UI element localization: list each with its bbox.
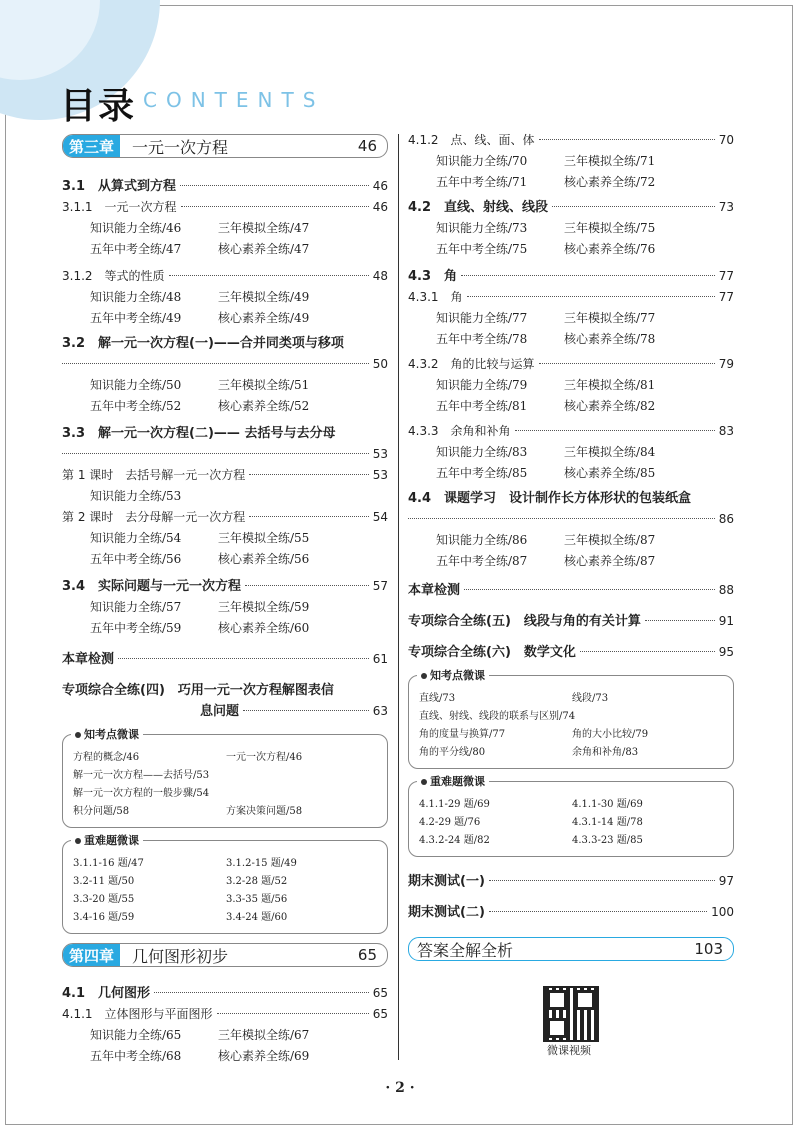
video-link[interactable]: 3.1.2-15 题/49 xyxy=(226,858,297,869)
practice-item[interactable]: 三年模拟全练/67 xyxy=(218,1028,310,1042)
box-title: 重难题微课 xyxy=(417,773,489,791)
practice-list xyxy=(408,530,734,572)
practice-item[interactable]: 三年模拟全练/75 xyxy=(564,221,656,235)
entry-label: 4.3.1 角 xyxy=(408,290,463,304)
video-link[interactable]: 4.2-29 题/76 xyxy=(419,817,481,828)
entry-label: 4.4 课题学习 设计制作长方体形状的包装纸盒 xyxy=(408,491,692,506)
video-link[interactable]: 3.4-16 题/59 xyxy=(73,912,135,923)
chapter-header[interactable] xyxy=(62,134,388,158)
video-link[interactable]: 积分问题/58 xyxy=(73,806,130,817)
practice-list xyxy=(62,218,388,260)
entry-label: 息问题 xyxy=(200,704,240,719)
practice-list xyxy=(408,442,734,484)
entry-label: 3.1 从算式到方程 xyxy=(62,179,177,194)
entry-page: 70 xyxy=(718,133,734,147)
entry-label: 期末测试(一) xyxy=(408,874,485,889)
entry-label: 第 2 课时 去分母解一元一次方程 xyxy=(62,510,246,524)
practice-item[interactable]: 核心素养全练/85 xyxy=(564,466,656,480)
practice-list xyxy=(408,375,734,417)
video-link[interactable]: 角的平分线/80 xyxy=(419,747,486,758)
toc-entry-cont xyxy=(62,444,388,465)
entry-label: 本章检测 xyxy=(408,583,461,598)
entry-page: 46 xyxy=(372,200,388,214)
video-link[interactable]: 3.2-28 题/52 xyxy=(226,876,288,887)
entry-page: 54 xyxy=(372,510,388,524)
practice-item[interactable]: 五年中考全练/52 xyxy=(90,399,182,413)
chapter-title: 一元一次方程 xyxy=(132,137,229,157)
chapter-tag: 第四章 xyxy=(63,944,120,966)
toc-entry-cont xyxy=(62,701,388,722)
toc-entry[interactable] xyxy=(408,197,734,218)
practice-item[interactable]: 三年模拟全练/49 xyxy=(218,290,310,304)
entry-label: 期末测试(二) xyxy=(408,905,485,920)
entry-page: 57 xyxy=(372,579,388,593)
qr-label: 微课视频 xyxy=(547,1044,591,1057)
toc-entry[interactable] xyxy=(62,680,388,701)
entry-page: 65 xyxy=(372,986,388,1000)
toc-entry[interactable] xyxy=(62,333,388,354)
entry-label: 4.1.1 立体图形与平面图形 xyxy=(62,1007,213,1021)
practice-list xyxy=(408,308,734,350)
practice-list xyxy=(62,1025,388,1067)
practice-item[interactable]: 五年中考全练/71 xyxy=(436,175,528,189)
toc-entry[interactable] xyxy=(62,465,388,486)
page-number: · 2 · xyxy=(385,1080,415,1096)
toc-entry[interactable] xyxy=(62,197,388,218)
box-title: 重难题微课 xyxy=(71,832,143,850)
chapter-title: 几何图形初步 xyxy=(132,946,229,966)
toc-entry[interactable] xyxy=(62,176,388,197)
answers-page: 103 xyxy=(694,940,723,958)
entry-label: 4.3 角 xyxy=(408,269,458,284)
entry-page: 91 xyxy=(718,614,734,628)
practice-item[interactable]: 知识能力全练/57 xyxy=(90,600,182,614)
practice-item[interactable]: 知识能力全练/83 xyxy=(436,445,528,459)
practice-item[interactable]: 知识能力全练/79 xyxy=(436,378,528,392)
video-link[interactable]: 3.1.1-16 题/47 xyxy=(73,858,144,869)
video-link[interactable]: 线段/73 xyxy=(572,693,609,704)
toc-entry[interactable] xyxy=(408,611,734,632)
video-link[interactable]: 直线/73 xyxy=(419,693,456,704)
toc-entry[interactable] xyxy=(408,354,734,375)
entry-page: 65 xyxy=(372,1007,388,1021)
toc-entry[interactable] xyxy=(408,871,734,892)
entry-label: 3.1.1 一元一次方程 xyxy=(62,200,177,214)
practice-item[interactable]: 三年模拟全练/87 xyxy=(564,533,656,547)
practice-item[interactable]: 知识能力全练/50 xyxy=(90,378,182,392)
video-link[interactable]: 4.3.1-14 题/78 xyxy=(572,817,643,828)
practice-item[interactable]: 三年模拟全练/81 xyxy=(564,378,656,392)
practice-list xyxy=(408,151,734,193)
practice-list xyxy=(408,218,734,260)
toc-entry[interactable] xyxy=(408,287,734,308)
video-link[interactable]: 4.3.3-23 题/85 xyxy=(572,835,643,846)
video-link[interactable]: 方程的概念/46 xyxy=(73,752,140,763)
video-link[interactable]: 余角和补角/83 xyxy=(572,747,639,758)
entry-label: 专项综合全练(四) 巧用一元一次方程解图表信 xyxy=(62,683,334,698)
entry-label: 4.2 直线、射线、线段 xyxy=(408,200,549,215)
entry-page: 53 xyxy=(372,468,388,482)
entry-page: 97 xyxy=(718,874,734,888)
practice-item[interactable]: 三年模拟全练/47 xyxy=(218,221,310,235)
toc-entry[interactable] xyxy=(62,266,388,287)
hard-problem-video-box xyxy=(62,834,388,934)
video-link[interactable]: 角的大小比较/79 xyxy=(572,729,649,740)
video-link[interactable]: 直线、射线、线段的联系与区别/74 xyxy=(419,711,576,722)
page-title: 目录 xyxy=(60,86,137,127)
practice-item[interactable]: 核心素养全练/82 xyxy=(564,399,656,413)
toc-entry[interactable] xyxy=(408,902,734,923)
knowledge-video-box xyxy=(408,669,734,769)
knowledge-video-box xyxy=(62,728,388,828)
practice-item[interactable]: 五年中考全练/78 xyxy=(436,332,528,346)
practice-item[interactable]: 核心素养全练/52 xyxy=(218,399,310,413)
chapter-header[interactable] xyxy=(62,943,388,967)
practice-item[interactable]: 核心素养全练/72 xyxy=(564,175,656,189)
chapter-tag: 第三章 xyxy=(63,135,120,157)
left-column-ch4 xyxy=(62,943,388,1067)
practice-item[interactable]: 五年中考全练/56 xyxy=(90,552,182,566)
video-link[interactable]: 一元一次方程/46 xyxy=(226,752,303,763)
practice-item[interactable]: 知识能力全练/70 xyxy=(436,154,528,168)
entry-label: 3.2 解一元一次方程(一)——合并同类项与移项 xyxy=(62,336,344,351)
right-column xyxy=(408,130,734,961)
entry-label: 4.3.2 角的比较与运算 xyxy=(408,357,535,371)
practice-item[interactable]: 五年中考全练/59 xyxy=(90,621,182,635)
video-link[interactable]: 4.1.1-29 题/69 xyxy=(419,799,490,810)
practice-item[interactable]: 三年模拟全练/84 xyxy=(564,445,656,459)
video-link[interactable]: 3.3-35 题/56 xyxy=(226,894,288,905)
entry-page: 83 xyxy=(718,424,734,438)
practice-item[interactable]: 知识能力全练/46 xyxy=(90,221,182,235)
practice-item[interactable]: 五年中考全练/47 xyxy=(90,242,182,256)
video-link[interactable]: 解一元一次方程的一般步骤/54 xyxy=(73,788,210,799)
page-title-en: CONTENTS xyxy=(143,88,325,112)
practice-item[interactable]: 知识能力全练/73 xyxy=(436,221,528,235)
entry-page: 77 xyxy=(718,269,734,283)
practice-item[interactable]: 知识能力全练/86 xyxy=(436,533,528,547)
toc-entry[interactable] xyxy=(408,580,734,601)
video-link[interactable]: 解一元一次方程——去括号/53 xyxy=(73,770,210,781)
entry-page: 88 xyxy=(718,583,734,597)
entry-label: 3.3 解一元一次方程(二)—— 去括号与去分母 xyxy=(62,426,336,441)
video-link[interactable]: 3.4-24 题/60 xyxy=(226,912,288,923)
entry-page: 86 xyxy=(718,512,734,526)
entry-page: 77 xyxy=(718,290,734,304)
practice-item[interactable]: 核心素养全练/78 xyxy=(564,332,656,346)
toc-entry[interactable] xyxy=(62,576,388,597)
practice-item[interactable]: 三年模拟全练/59 xyxy=(218,600,310,614)
toc-entry[interactable] xyxy=(408,488,734,509)
practice-item[interactable]: 知识能力全练/54 xyxy=(90,531,182,545)
practice-item[interactable]: 三年模拟全练/55 xyxy=(218,531,310,545)
entry-page: 95 xyxy=(718,645,734,659)
practice-list xyxy=(62,375,388,417)
video-link[interactable]: 3.2-11 题/50 xyxy=(73,876,135,887)
entry-label: 4.1.2 点、线、面、体 xyxy=(408,133,535,147)
box-title: 知考点微课 xyxy=(417,667,489,685)
toc-entry[interactable] xyxy=(62,507,388,528)
entry-label: 3.1.2 等式的性质 xyxy=(62,269,165,283)
practice-item[interactable]: 核心素养全练/47 xyxy=(218,242,310,256)
entry-label: 4.1 几何图形 xyxy=(62,986,151,1001)
entry-page: 53 xyxy=(372,447,388,461)
practice-item[interactable]: 知识能力全练/48 xyxy=(90,290,182,304)
practice-item[interactable]: 知识能力全练/77 xyxy=(436,311,528,325)
practice-item[interactable]: 三年模拟全练/77 xyxy=(564,311,656,325)
entry-page: 48 xyxy=(372,269,388,283)
entry-page: 63 xyxy=(372,704,388,718)
practice-item[interactable]: 核心素养全练/49 xyxy=(218,311,310,325)
hard-problem-video-box xyxy=(408,775,734,857)
practice-item[interactable]: 五年中考全练/68 xyxy=(90,1049,182,1063)
answers-title: 答案全解全析 xyxy=(417,940,514,960)
toc-entry[interactable] xyxy=(408,642,734,663)
practice-item[interactable]: 核心素养全练/87 xyxy=(564,554,656,568)
toc-entry[interactable] xyxy=(62,649,388,670)
video-link[interactable]: 4.3.2-24 题/82 xyxy=(419,835,490,846)
entry-label: 4.3.3 余角和补角 xyxy=(408,424,511,438)
practice-item[interactable]: 知识能力全练/53 xyxy=(90,489,182,503)
practice-item[interactable]: 五年中考全练/87 xyxy=(436,554,528,568)
practice-item[interactable]: 五年中考全练/75 xyxy=(436,242,528,256)
entry-label: 本章检测 xyxy=(62,652,115,667)
entry-label: 3.4 实际问题与一元一次方程 xyxy=(62,579,242,594)
entry-label: 专项综合全练(六) 数学文化 xyxy=(408,645,576,660)
toc-entry[interactable] xyxy=(408,421,734,442)
column-divider xyxy=(398,134,399,1060)
toc-entry[interactable] xyxy=(62,423,388,444)
video-link[interactable]: 4.1.1-30 题/69 xyxy=(572,799,643,810)
entry-page: 73 xyxy=(718,200,734,214)
toc-entry[interactable] xyxy=(62,983,388,1004)
practice-list xyxy=(62,528,388,570)
box-title: 知考点微课 xyxy=(71,726,143,744)
chapter-page: 46 xyxy=(357,137,377,155)
video-link[interactable]: 角的度量与换算/77 xyxy=(419,729,506,740)
toc-entry-cont xyxy=(408,509,734,530)
practice-item[interactable]: 三年模拟全练/71 xyxy=(564,154,656,168)
entry-page: 61 xyxy=(372,652,388,666)
toc-entry-cont xyxy=(62,354,388,375)
practice-item[interactable]: 核心素养全练/60 xyxy=(218,621,310,635)
entry-label: 专项综合全练(五) 线段与角的有关计算 xyxy=(408,614,641,629)
practice-item[interactable]: 核心素养全练/76 xyxy=(564,242,656,256)
entry-page: 100 xyxy=(711,905,734,919)
entry-label: 第 1 课时 去括号解一元一次方程 xyxy=(62,468,246,482)
entry-page: 46 xyxy=(372,179,388,193)
practice-item[interactable]: 核心素养全练/56 xyxy=(218,552,310,566)
practice-item[interactable]: 五年中考全练/85 xyxy=(436,466,528,480)
video-link[interactable]: 方案决策问题/58 xyxy=(226,806,303,817)
practice-item[interactable]: 三年模拟全练/51 xyxy=(218,378,310,392)
left-column xyxy=(62,134,388,934)
toc-entry[interactable] xyxy=(62,1004,388,1025)
practice-list xyxy=(62,597,388,639)
entry-page: 50 xyxy=(372,357,388,371)
practice-item[interactable]: 核心素养全练/69 xyxy=(218,1049,310,1063)
toc-entry[interactable] xyxy=(408,130,734,151)
practice-list xyxy=(62,287,388,329)
video-link[interactable]: 3.3-20 题/55 xyxy=(73,894,135,905)
chapter-page: 65 xyxy=(357,946,377,964)
toc-entry[interactable] xyxy=(408,266,734,287)
practice-item[interactable]: 五年中考全练/81 xyxy=(436,399,528,413)
entry-page: 79 xyxy=(718,357,734,371)
practice-item[interactable]: 知识能力全练/65 xyxy=(90,1028,182,1042)
practice-list xyxy=(62,486,388,507)
practice-item[interactable]: 五年中考全练/49 xyxy=(90,311,182,325)
qr-code-icon[interactable] xyxy=(543,986,599,1042)
answers-header[interactable] xyxy=(408,937,734,961)
